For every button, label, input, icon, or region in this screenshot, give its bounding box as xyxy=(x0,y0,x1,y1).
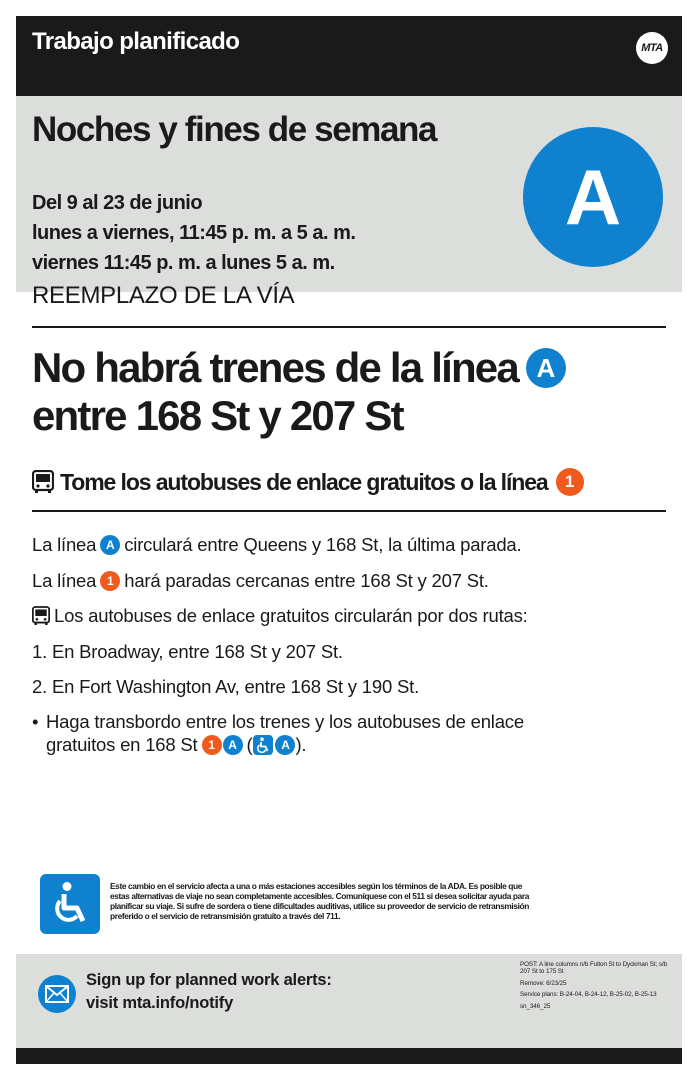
detail-1-line: La línea 1 hará paradas cercanas entre 168 St y 207 St. xyxy=(32,569,489,591)
route-a-bullet: A xyxy=(275,735,295,755)
ada-notice: Este cambio en el servicio afecta a una o más estaciones accesibles según los términos de la ADA. Es posible que estas alternativas de viaje no sean completamente accesibles. Comuníquese con el 511 si desea solicitar ayuda para planificar su viaje. Si sufre de sordera o tiene dificultades auditivas, utilice su proveedor de servicio de retransmisión preferido o el servicio de retransmisión gratuito a través del 711. xyxy=(110,881,529,921)
divider xyxy=(32,326,666,328)
footer xyxy=(16,954,682,1048)
schedule-header xyxy=(16,96,682,292)
route-a-bullet: A xyxy=(100,535,120,555)
headline-line2: entre 168 St y 207 St xyxy=(32,392,403,439)
bottom-bar xyxy=(16,1048,682,1064)
route-fort-washington: 2. En Fort Washington Av, entre 168 St y 190 St. xyxy=(32,676,420,697)
poster-type-title: Trabajo planificado xyxy=(32,28,240,55)
poster xyxy=(16,16,682,1064)
mta-logo: MTA xyxy=(636,32,668,64)
transfer-note: • Haga transbordo entre los trenes y los autobuses de enlace gratuitos en 168 St 1 A ( A ). xyxy=(32,710,524,755)
schedule-headline: Noches y fines de semana xyxy=(32,110,437,149)
weekday-hours: lunes a viernes, 11:45 p. m. a 5 a. m. xyxy=(32,222,356,244)
date-lines xyxy=(32,188,355,278)
work-reason: REEMPLAZO DE LA VÍA xyxy=(32,282,295,309)
date-range: Del 9 al 23 de junio xyxy=(32,192,203,214)
details xyxy=(32,533,528,768)
top-bar xyxy=(16,16,682,96)
notify-link[interactable]: visit mta.info/notify xyxy=(86,994,234,1012)
route-1-bullet: 1 xyxy=(202,735,222,755)
detail-shuttle: Los autobuses de enlace gratuitos circularán por dos rutas: xyxy=(32,604,528,628)
subhead-text: Tome los autobuses de enlace gratuitos o la línea xyxy=(60,468,548,495)
route-a-bullet-large: A xyxy=(523,127,663,267)
signup-text: Sign up for planned work alerts: visit mta.info/notify xyxy=(86,969,332,1015)
route-1-bullet: 1 xyxy=(556,468,584,496)
bullet-point: • xyxy=(32,710,39,732)
headline-line1: No habrá trenes de la línea xyxy=(32,344,518,391)
alternative-subhead xyxy=(32,468,584,496)
bus-icon xyxy=(32,606,50,626)
route-1-bullet: 1 xyxy=(100,571,120,591)
route-a-bullet: A xyxy=(223,735,243,755)
route-broadway: 1. En Broadway, entre 168 St y 207 St. xyxy=(32,640,343,662)
bus-icon xyxy=(32,470,54,494)
weekend-hours: viernes 11:45 p. m. a lunes 5 a. m. xyxy=(32,252,335,274)
main-headline xyxy=(32,344,566,440)
detail-a-line: La línea A circulará entre Queens y 168 St, la última parada. xyxy=(32,534,522,555)
posting-info: POST: A line columns n/b Fulton St to Dyckman St; s/b 207 St to 175 St Remove: 6/23/25 Service plans: B-24-04, B-24-12, B-25-02, B-25-13 sn_346_25 xyxy=(520,961,667,1010)
divider xyxy=(32,510,666,512)
route-a-bullet: A xyxy=(526,348,566,388)
mail-icon xyxy=(38,975,76,1013)
accessible-icon xyxy=(253,735,273,755)
accessibility-icon xyxy=(40,874,100,934)
